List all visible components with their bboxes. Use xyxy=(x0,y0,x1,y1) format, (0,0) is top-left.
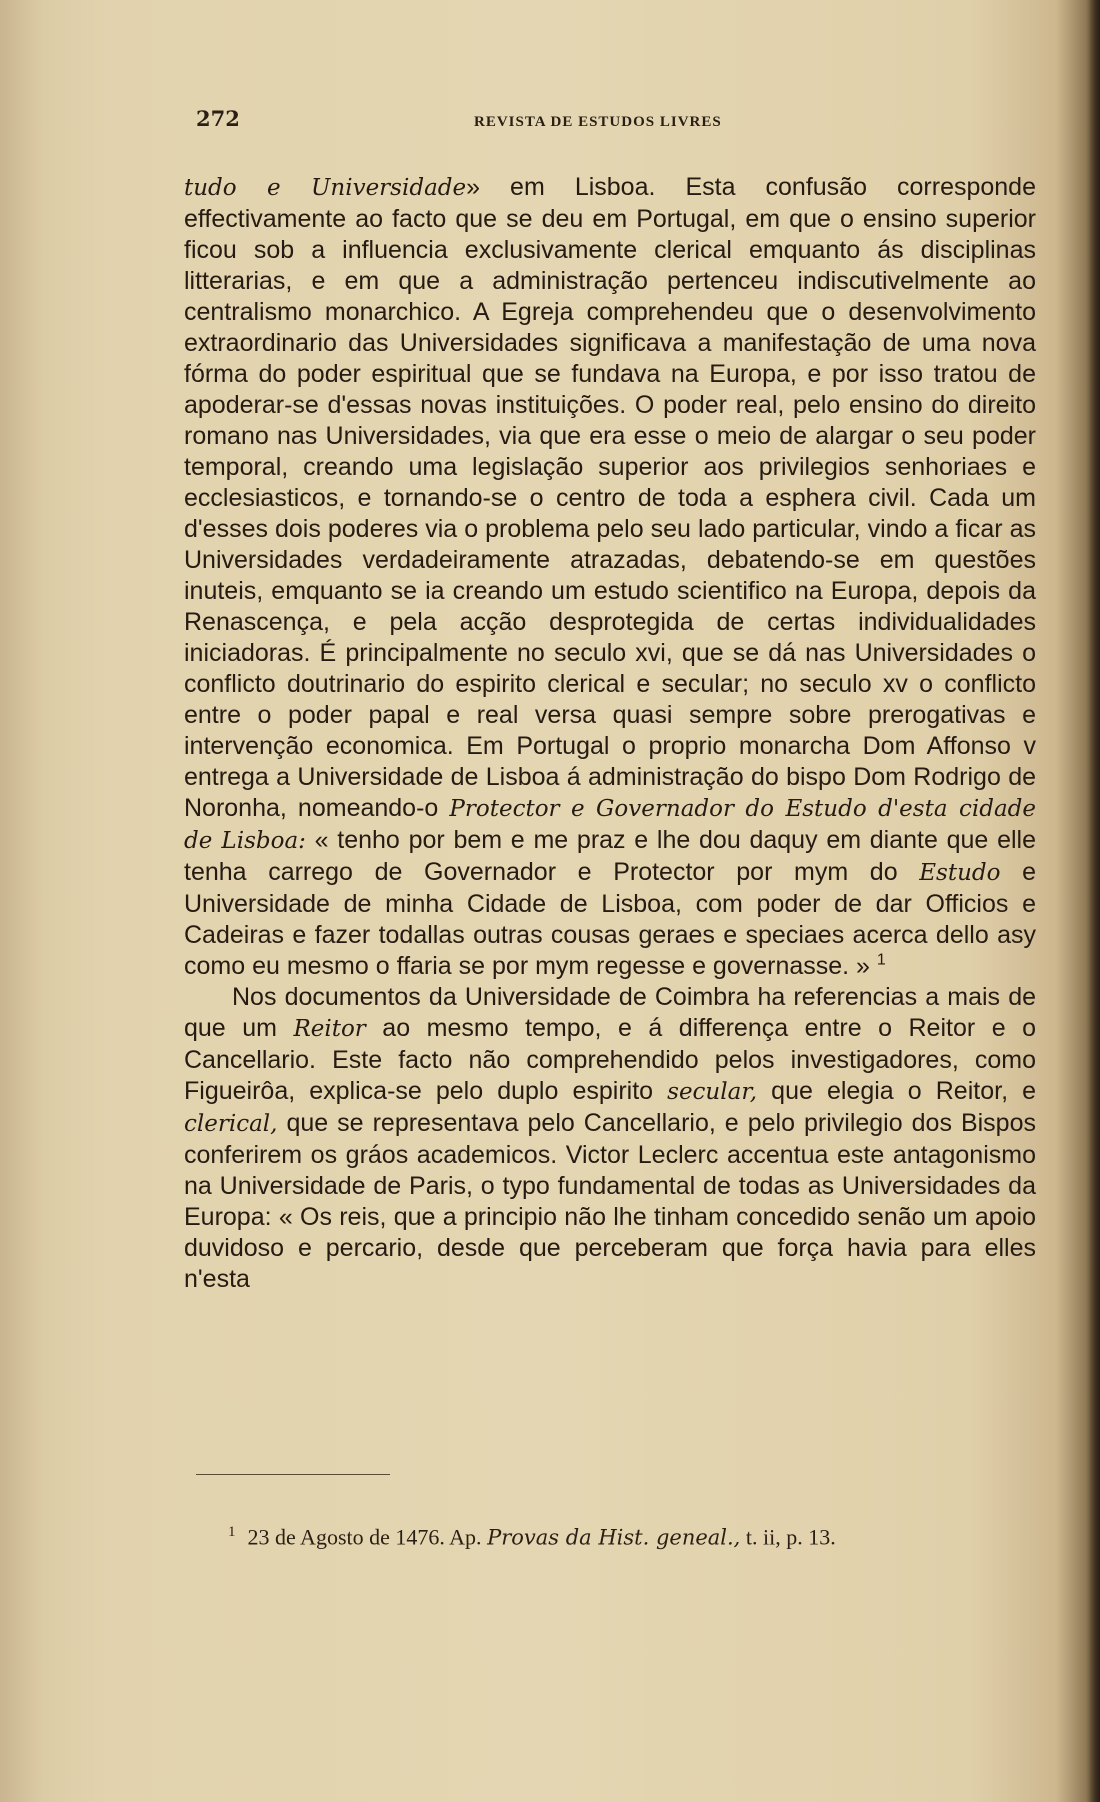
italic-phrase: secular, xyxy=(667,1079,758,1105)
running-title: REVISTA DE ESTUDOS LIVRES xyxy=(474,114,722,130)
footnote-divider xyxy=(196,1474,390,1475)
footnote-text: t. ii, p. 13. xyxy=(740,1524,836,1550)
text-run: que elegia o Reitor, e xyxy=(757,1077,1036,1105)
text-run: ao mesmo tempo, e á differença entre o Reitor e o Cancellario. Este facto não comprehendido pelos investigadores, como Figueirôa, explica-se pelo duplo espirito xyxy=(184,1014,1036,1105)
text-run: que se representava pelo Cancellario, e pelo privilegio dos Bispos conferirem os gráos academicos. Victor Leclerc accentua este antagonismo na Universidade de Paris, o typo fundamental de todas as Universidades da Europa: « Os reis, que a principio não lhe tinham concedido senão um apoio duvidoso e percario, desde que perceberam que força havia para elles n'esta xyxy=(184,1109,1036,1293)
footnote-italic: Provas da Hist. geneal., xyxy=(487,1525,741,1550)
page-edge-shadow xyxy=(1086,0,1100,1802)
footnote xyxy=(228,1524,1028,1550)
text-run: Nos documentos da Universidade de Coimbra ha referencias a mais de que um xyxy=(184,983,1036,1042)
paragraph xyxy=(184,172,1036,982)
footnote-reference: 1 xyxy=(876,951,886,969)
text-run: « tenho por bem e me praz e lhe dou daquy em diante que elle tenha carrego de Governador e Protector por mym do xyxy=(184,826,1036,886)
running-header xyxy=(196,106,1034,136)
italic-phrase: Protector e Governador do Estudo d'esta cidade de Lisboa: xyxy=(184,796,1036,854)
italic-phrase: Reitor xyxy=(293,1016,366,1042)
paragraph xyxy=(184,982,1036,1295)
italic-phrase: Estudo xyxy=(919,860,1001,886)
italic-phrase: clerical, xyxy=(184,1111,278,1137)
page-number: 272 xyxy=(196,106,240,131)
text-run: » em Lisboa. Esta confusão corresponde effectivamente ao facto que se deu em Portugal, em que o ensino superior ficou sob a influencia exclusivamente clerical emquanto ás disciplinas litterarias, e em que a administração pertenceu indiscutivelmente ao centralismo monarchico. A Egreja comprehendeu que o desenvolvimento extraordinario das Universidades significava a manifestação de uma nova fórma do poder espiritual que se fundava na Europa, e por isso tratou de apoderar-se d'essas novas instituições. O poder real, pelo ensino do direito romano nas Universidades, via que era esse o meio de alargar o seu poder temporal, creando uma legislação superior aos privilegios senhoriaes e ecclesiasticos, e tornando-se o centro de toda a esphera civil. Cada um d'esses dois poderes via o problema pelo seu lado particular, vindo a ficar as Universidades verdadeiramente atrazadas, debatendo-se em questões inuteis, emquanto se ia creando um estudo scientifico na Europa, depois da Renascença, e pela acção desprotegida de certas individualidades iniciadoras. É principalmente no seculo xvi, que se dá nas Universidades o conflicto doutrinario do espirito clerical e secular; no seculo xv o conflicto entre o poder papal e real versa quasi sempre sobre prerogativas e intervenção economica. Em Portugal o proprio monarcha Dom Affonso v entrega a Universidade de Lisboa á administração do bispo Dom Rodrigo de Noronha, nomeando-o xyxy=(184,173,1036,822)
footnote-text: 23 de Agosto de 1476. Ap. xyxy=(247,1524,488,1550)
italic-phrase: tudo e Universidade xyxy=(184,175,467,201)
text-run: e Universidade de minha Cidade de Lisboa, com poder de dar Officios e Cadeiras e fazer todallas outras cousas geraes e speciaes acerca dello asy como eu mesmo o ffaria se por mym regesse e governasse. » xyxy=(184,858,1036,980)
footnote-number: 1 xyxy=(228,1524,236,1540)
body-text xyxy=(184,172,1036,1295)
